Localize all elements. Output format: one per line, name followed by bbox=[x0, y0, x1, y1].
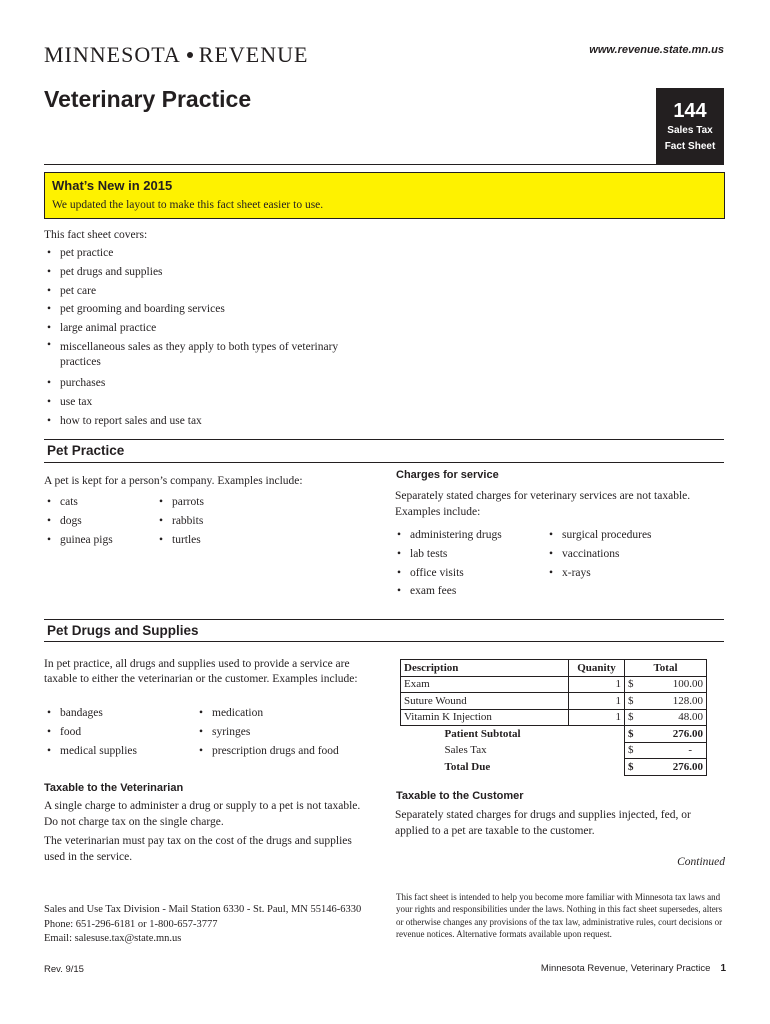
list-item: • administering drugs bbox=[396, 526, 546, 545]
list-item: • dogs bbox=[46, 512, 156, 531]
contact-info bbox=[44, 903, 361, 947]
sales-tax-value: - bbox=[643, 742, 707, 759]
row-description: Exam bbox=[401, 676, 569, 693]
list-item: • how to report sales and use tax bbox=[46, 412, 376, 431]
table-row bbox=[401, 759, 707, 776]
row-description: Suture Wound bbox=[401, 693, 569, 710]
page-number: 1 bbox=[720, 963, 726, 974]
list-item: • pet drugs and supplies bbox=[46, 263, 376, 282]
fact-sheet-number: 144 bbox=[673, 100, 707, 122]
list-item: • lab tests bbox=[396, 545, 546, 564]
row-currency: $ bbox=[625, 676, 643, 693]
list-item: • large animal practice bbox=[46, 319, 376, 338]
services-col1 bbox=[396, 526, 546, 601]
row-quantity: 1 bbox=[569, 709, 625, 726]
charges-text: Separately stated charges for veterinary services are not taxable. Examples include: bbox=[395, 490, 691, 518]
pet-practice-intro: A pet is kept for a person’s company. Examples include: bbox=[44, 475, 303, 487]
list-item: • use tax bbox=[46, 393, 376, 412]
fact-sheet-badge bbox=[656, 88, 724, 165]
page-footer-label bbox=[541, 963, 726, 974]
list-item: • purchases bbox=[46, 374, 376, 393]
sample-invoice-table bbox=[400, 659, 707, 776]
subtotal-label: Patient Subtotal bbox=[444, 728, 521, 740]
badge-line-2: Fact Sheet bbox=[664, 141, 716, 152]
list-item: • prescription drugs and food bbox=[198, 742, 373, 761]
list-item: • parrots bbox=[158, 493, 268, 512]
table-header-quantity: Quanity bbox=[569, 660, 625, 677]
pet-examples-col2 bbox=[158, 493, 268, 549]
row-currency: $ bbox=[625, 709, 643, 726]
list-item: • pet grooming and boarding services bbox=[46, 300, 376, 319]
row-total: 100.00 bbox=[643, 676, 707, 693]
pet-examples-col1 bbox=[46, 493, 156, 549]
row-total: 128.00 bbox=[643, 693, 707, 710]
list-item: • exam fees bbox=[396, 582, 546, 601]
list-item: • vaccinations bbox=[548, 545, 718, 564]
whats-new-heading: What’s New in 2015 bbox=[52, 178, 173, 193]
list-item: • bandages bbox=[46, 704, 196, 723]
list-item: • surgical procedures bbox=[548, 526, 718, 545]
brand-left: MINNESOTA bbox=[44, 42, 181, 67]
address-line: Sales and Use Tax Division - Mail Station 6330 - St. Paul, MN 55146-6330 bbox=[44, 904, 362, 915]
sales-tax-currency: $ bbox=[625, 742, 643, 759]
services-col2 bbox=[548, 526, 718, 582]
vet-paragraph-1: A single charge to administer a drug or supply to a pet is not taxable. Do not charge tax on the single charge. bbox=[44, 800, 361, 828]
table-row bbox=[401, 676, 707, 693]
pet-practice-heading: Pet Practice bbox=[47, 443, 125, 458]
subtotal-value: 276.00 bbox=[643, 726, 707, 743]
website-link[interactable]: www.revenue.state.mn.us bbox=[589, 44, 724, 56]
row-description: Vitamin K Injection bbox=[401, 709, 569, 726]
customer-text: Separately stated charges for drugs and supplies injected, fed, or applied to a pet are taxable to the customer. bbox=[395, 809, 691, 837]
row-total: 48.00 bbox=[643, 709, 707, 726]
table-row bbox=[401, 709, 707, 726]
brand-logo bbox=[44, 42, 308, 68]
charges-heading: Charges for service bbox=[396, 469, 499, 481]
list-item: • pet care bbox=[46, 282, 376, 301]
header-divider bbox=[44, 164, 724, 165]
footer-title: Minnesota Revenue, Veterinary Practice bbox=[540, 963, 711, 974]
section-divider bbox=[44, 462, 724, 463]
list-item: • x-rays bbox=[548, 564, 718, 583]
subtotal-currency: $ bbox=[625, 726, 643, 743]
list-item: • miscellaneous sales as they apply to both types of veterinary practices bbox=[46, 338, 376, 374]
vet-paragraph-2: The veterinarian must pay tax on the cost of the drugs and supplies used in the service. bbox=[44, 835, 352, 863]
whats-new-text: We updated the layout to make this fact sheet easier to use. bbox=[52, 199, 324, 211]
email-line: Email: salesuse.tax@state.mn.us bbox=[44, 933, 182, 944]
row-quantity: 1 bbox=[569, 693, 625, 710]
brand-right: REVENUE bbox=[198, 42, 309, 67]
covers-list bbox=[46, 244, 376, 430]
list-item: • cats bbox=[46, 493, 156, 512]
list-item: • turtles bbox=[158, 531, 268, 550]
table-header-description: Description bbox=[401, 660, 569, 677]
list-item: • office visits bbox=[396, 564, 546, 583]
section-divider bbox=[44, 439, 724, 440]
drugs-items-col1 bbox=[46, 704, 196, 760]
disclaimer: This fact sheet is intended to help you become more familiar with Minnesota tax laws and your rights and responsibilities under the laws. Nothing in this fact sheet supersedes, alters or otherwise changes any provisions of the tax law, administrative rules, court decisions or revenue notices. Alternative formats available upon request. bbox=[396, 892, 723, 939]
list-item: • medical supplies bbox=[46, 742, 196, 761]
list-item: • syringes bbox=[198, 723, 373, 742]
drugs-intro: In pet practice, all drugs and supplies used to provide a service are taxable to either the veterinarian or the customer. Examples include: bbox=[44, 658, 358, 685]
covers-intro: This fact sheet covers: bbox=[44, 229, 148, 241]
drugs-supplies-heading: Pet Drugs and Supplies bbox=[47, 623, 199, 638]
list-item: • medication bbox=[198, 704, 373, 723]
table-header-total: Total bbox=[625, 660, 707, 677]
whats-new-box bbox=[44, 172, 725, 219]
sales-tax-label: Sales Tax bbox=[444, 744, 487, 757]
list-item: • pet practice bbox=[46, 244, 376, 263]
table-row bbox=[401, 693, 707, 710]
table-row bbox=[401, 742, 707, 759]
row-currency: $ bbox=[625, 693, 643, 710]
total-due-currency: $ bbox=[625, 759, 643, 776]
page-title: Veterinary Practice bbox=[44, 86, 252, 112]
section-divider bbox=[44, 641, 724, 642]
phone-line: Phone: 651-296-6181 or 1-800-657-3777 bbox=[44, 918, 218, 930]
drugs-items-col2 bbox=[198, 704, 373, 760]
row-quantity: 1 bbox=[569, 676, 625, 693]
badge-line-1: Sales Tax bbox=[667, 125, 713, 136]
table-row bbox=[401, 726, 707, 743]
customer-heading: Taxable to the Customer bbox=[396, 790, 524, 802]
list-item: • food bbox=[46, 723, 196, 742]
continued-label: Continued bbox=[677, 856, 725, 868]
total-due-label: Total Due bbox=[444, 760, 491, 773]
total-due-value: 276.00 bbox=[643, 759, 707, 776]
revision-date: Rev. 9/15 bbox=[44, 964, 84, 975]
list-item: • guinea pigs bbox=[46, 531, 156, 550]
list-item: • rabbits bbox=[158, 512, 268, 531]
section-divider bbox=[44, 619, 724, 620]
brand-dot bbox=[187, 52, 193, 58]
vet-heading: Taxable to the Veterinarian bbox=[44, 782, 184, 794]
